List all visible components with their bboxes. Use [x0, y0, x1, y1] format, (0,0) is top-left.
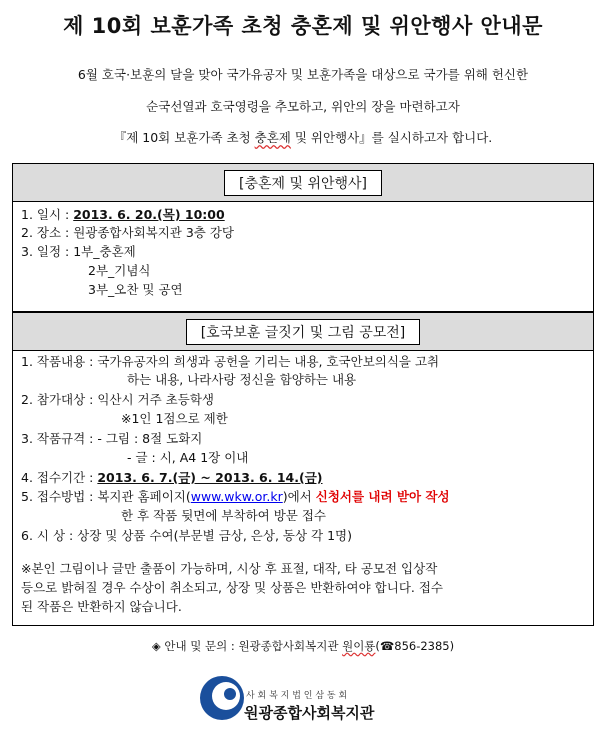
period-label: 4. 접수기간 :	[21, 470, 98, 485]
spec-line-1: 3. 작품규격 : - 그림 : 8절 도화지	[21, 431, 203, 446]
event-schedule	[21, 244, 136, 259]
spec-line-2: - 글 : 시, A4 1장 이내	[127, 450, 249, 465]
diamond-bullet-icon: ◈	[151, 639, 161, 653]
contact-info	[0, 638, 606, 654]
method-highlight: 신청서를 내려 받아 작성	[315, 489, 450, 504]
schedule-part-1: 1부_충혼제	[73, 244, 136, 259]
section-2-body	[12, 351, 594, 626]
content-line-1: 1. 작품내용 : 국가유공자의 희생과 공헌을 기리는 내용, 호국안보의식을 고취	[21, 354, 440, 369]
page-title: 제 10회 보훈가족 초청 충혼제 및 위안행사 안내문	[63, 14, 543, 38]
section-1-body	[12, 202, 594, 312]
phone-icon: ☎	[379, 639, 395, 653]
event-place: 2. 장소 : 원광종합사회복지관 3층 강당	[21, 225, 235, 240]
section-1-header	[12, 163, 594, 202]
note-line-1: ※본인 그림이나 글만 출품이 가능하며, 시상 후 표절, 대작, 타 공모전 입상작	[21, 561, 438, 576]
contact-phone: 856-2385)	[394, 639, 455, 653]
award-line: 6. 시 상 : 상장 및 상품 수여(부문별 금상, 은상, 동상 각 1명)	[21, 528, 352, 543]
logo-subtitle: 사 회 복 지 법 인 삼 동 회	[246, 691, 348, 701]
method-line-2: 한 후 작품 뒷면에 부착하여 방문 접수	[121, 508, 326, 523]
contact-name: 원이룡	[342, 639, 376, 653]
intro-line-3-mark: 충혼제	[254, 130, 291, 145]
intro-line-1: 6월 호국·보훈의 달을 맞아 국가유공자 및 보훈가족을 대상으로 국가를 위해 헌신한	[77, 67, 529, 82]
intro-line-3-suffix: 및 위안행사』를 실시하고자 합니다.	[290, 130, 493, 145]
schedule-part-2: 2부_기념식	[88, 263, 151, 278]
content-line-2: 하는 내용, 나라사랑 정신을 함양하는 내용	[127, 372, 357, 387]
event-schedule-label: 3. 일정 :	[21, 244, 74, 259]
method-label: 5. 접수방법 : 복지관 홈페이지(	[21, 489, 191, 504]
section-2-header	[12, 312, 594, 351]
section-2-heading: [호국보훈 글짓기 및 그림 공모전]	[186, 319, 421, 345]
method-mid: )에서	[282, 489, 316, 504]
method-line-1	[21, 489, 450, 504]
contact-text: 안내 및 문의 : 원광종합사회복지관	[160, 639, 343, 653]
logo-name: 원광종합사회복지관	[244, 704, 375, 722]
target-line-1: 2. 참가대상 : 익산시 거주 초등학생	[21, 392, 214, 407]
organization-logo	[196, 672, 416, 732]
event-date	[21, 207, 225, 222]
intro-line-3-prefix: 『제 10회 보훈가족 초청	[113, 130, 255, 145]
intro-line-3	[0, 131, 606, 145]
schedule-part-3: 3부_오찬 및 공연	[88, 282, 183, 297]
event-date-value: 2013. 6. 20.(목) 10:00	[73, 207, 225, 222]
event-date-label: 1. 일시 :	[21, 207, 74, 222]
intro-line-2: 순국선열과 호국영령을 추모하고, 위안의 장을 마련하고자	[146, 99, 460, 114]
phone-open-paren: (	[375, 639, 380, 653]
period-value: 2013. 6. 7.(금) ~ 2013. 6. 14.(금)	[97, 470, 323, 485]
homepage-link[interactable]: www.wkw.or.kr	[190, 489, 283, 504]
target-line-2: ※1인 1점으로 제한	[121, 411, 228, 426]
note-line-2: 등으로 밝혀질 경우 수상이 취소되고, 상장 및 상품은 반환하여야 합니다. 접수	[21, 580, 444, 595]
section-1-heading: [충혼제 및 위안행사]	[224, 170, 382, 196]
period-line	[21, 470, 323, 485]
note-line-3: 된 작품은 반환하지 않습니다.	[21, 599, 182, 614]
